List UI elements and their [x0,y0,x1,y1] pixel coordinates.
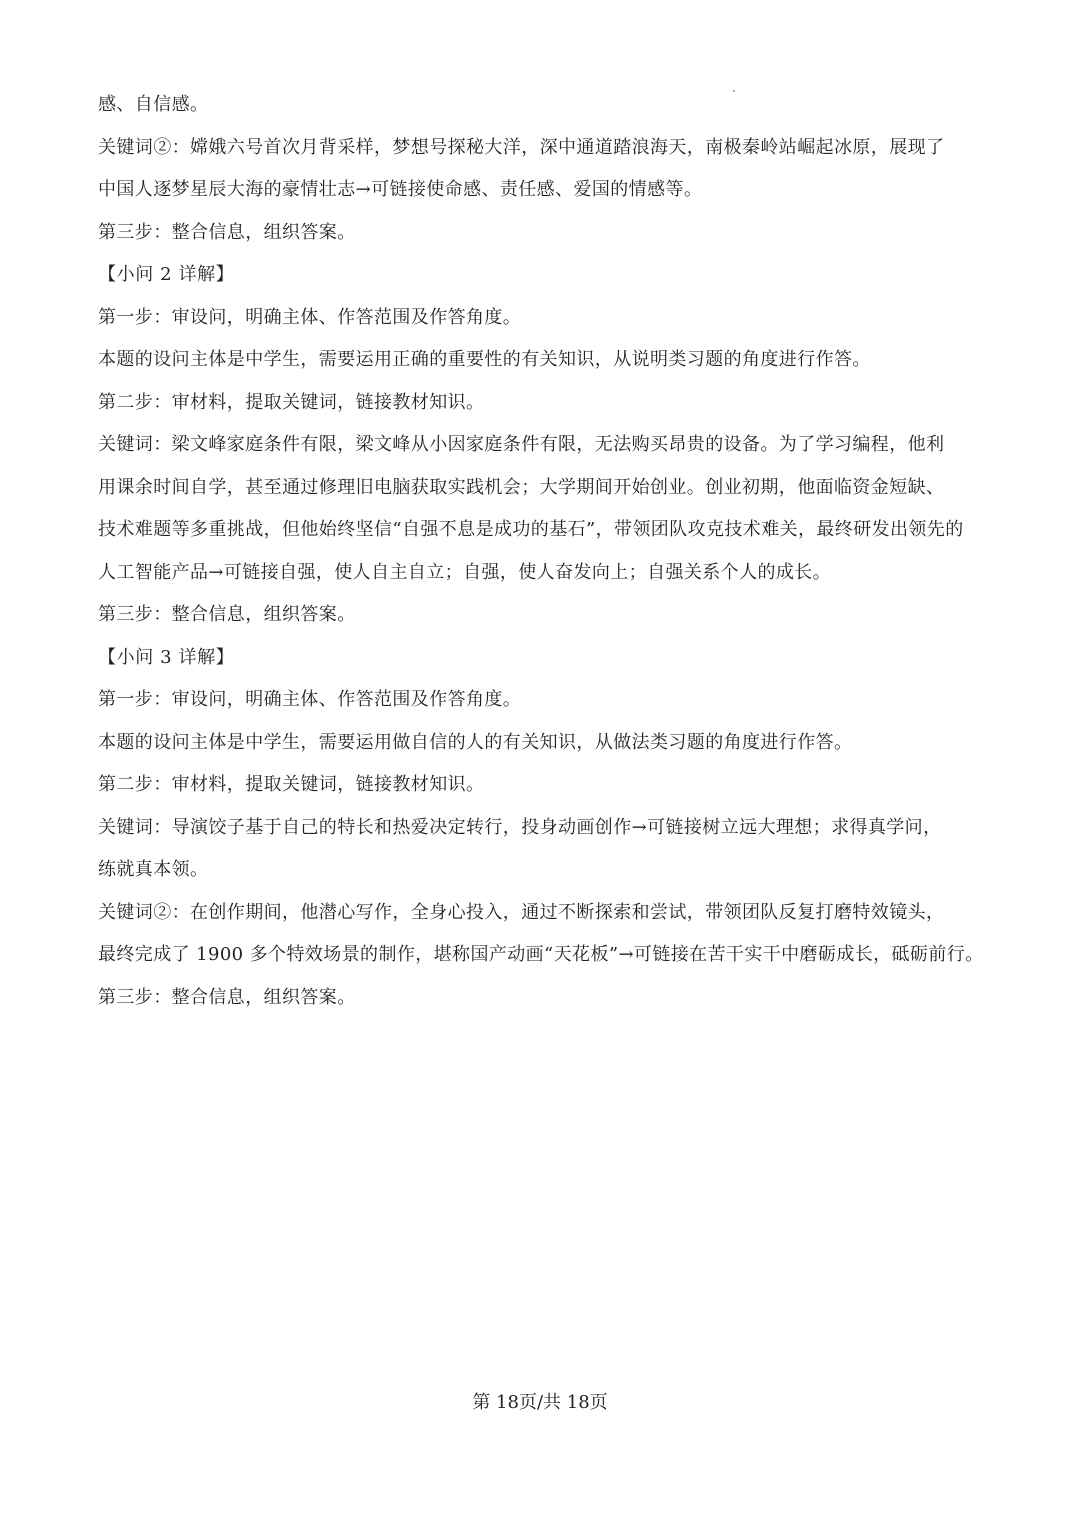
text-line-21: 最终完成了 1900 多个特效场景的制作，堪称国产动画“天花板”→可链接在苦干实干中磨砺成长，砥砺前行。 [98,944,984,965]
text-line-3: 中国人逐梦星辰大海的豪情壮志→可链接使命感、责任感、爱国的情感等。 [98,179,703,200]
page-footer: 第 18页/共 18页 [472,1392,608,1413]
text-line-19: 练就真本领。 [98,859,209,880]
text-line-11: 技术难题等多重挑战，但他始终坚信“自强不息是成功的基石”，带领团队攻克技术难关，最终研发出领先的 [98,519,964,540]
text-line-20: 关键词②：在创作期间，他潜心写作，全身心投入，通过不断探索和尝试，带领团队反复打磨特效镜头， [98,901,945,923]
text-line-8: 第二步：审材料，提取关键词，链接教材知识。 [98,391,485,413]
text-line-6: 第一步：审设问，明确主体、作答范围及作答角度。 [98,306,522,328]
text-line-12: 人工智能产品→可链接自强，使人自主自立；自强，使人奋发向上；自强关系个人的成长。 [98,561,832,583]
text-line-15: 第一步：审设问，明确主体、作答范围及作答角度。 [98,689,522,710]
text-line-13: 第三步：整合信息，组织答案。 [98,604,356,625]
text-line-7: 本题的设问主体是中学生，需要运用正确的重要性的有关知识，从说明类习题的角度进行作答。 [98,349,871,370]
text-line-10: 用课余时间自学，甚至通过修理旧电脑获取实践机会；大学期间开始创业。创业初期，他面临资金短缺、 [98,476,945,498]
text-line-9: 关键词：梁文峰家庭条件有限，梁文峰从小因家庭条件有限，无法购买昂贵的设备。为了学习编程，他利 [98,434,945,455]
text-line-4: 第三步：整合信息，组织答案。 [98,221,356,243]
text-line-17: 第二步：审材料，提取关键词，链接教材知识。 [98,774,485,795]
text-line-22: 第三步：整合信息，组织答案。 [98,986,356,1008]
text-line-1: 感、自信感。 [98,94,209,115]
text-line-18: 关键词：导演饺子基于自己的特长和热爱决定转行，投身动画创作→可链接树立远大理想；求得真学问， [98,816,942,838]
section-heading-q2: 【小问 2 详解】 [98,264,235,285]
text-line-16: 本题的设问主体是中学生，需要运用做自信的人的有关知识，从做法类习题的角度进行作答。 [98,731,853,753]
document-body [98,84,988,1019]
text-line-2: 关键词②：嫦娥六号首次月背采样，梦想号探秘大洋，深中通道踏浪海天，南极秦岭站崛起冰原，展现了 [98,136,945,158]
section-heading-q3: 【小问 3 详解】 [98,646,235,668]
